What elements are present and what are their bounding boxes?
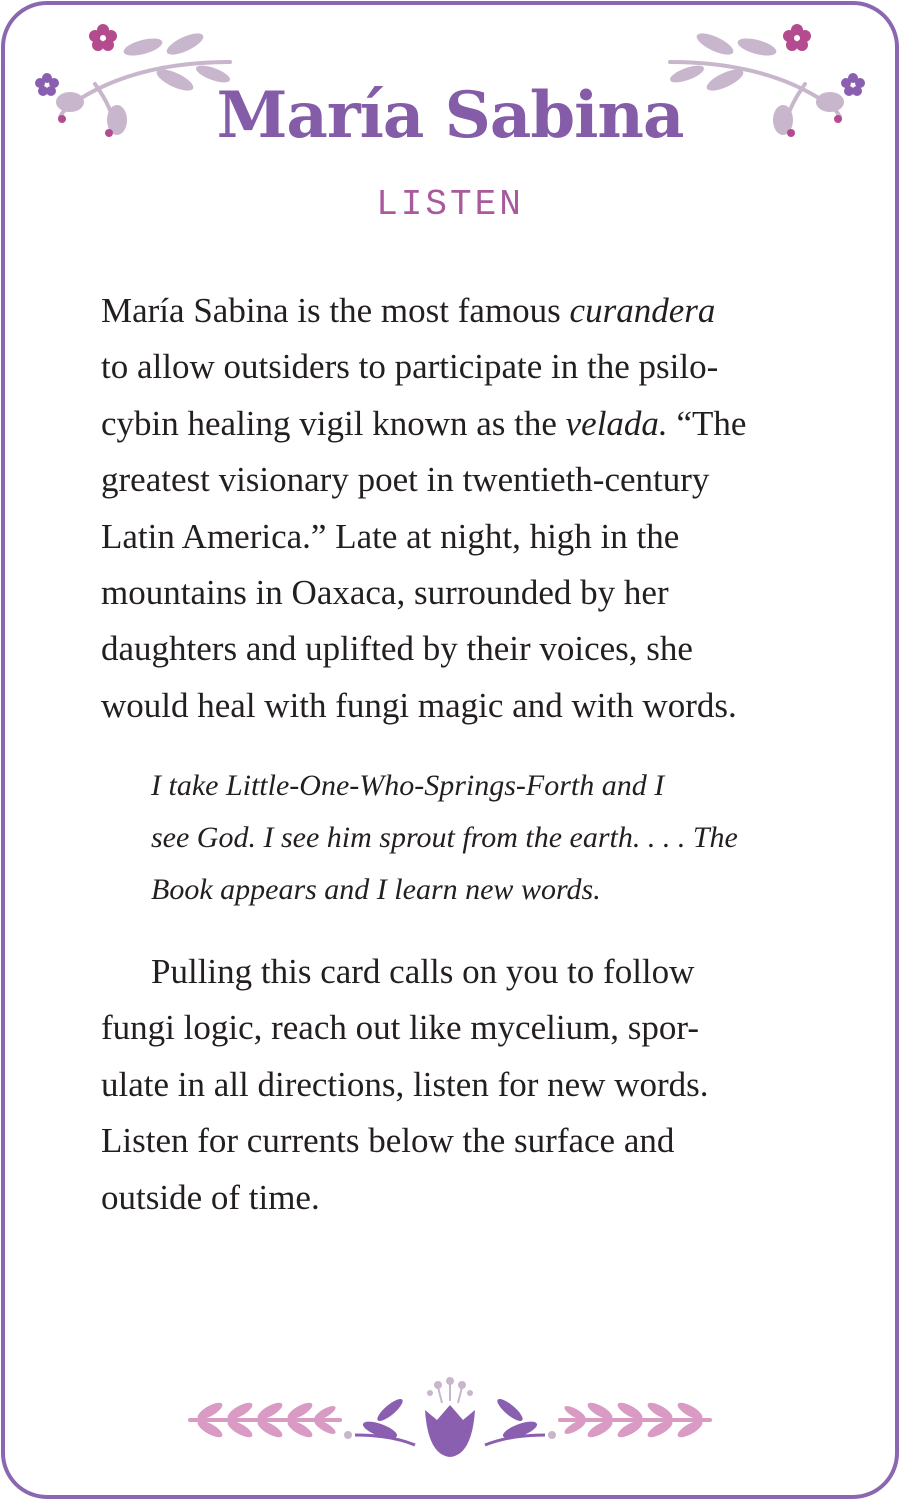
card-subtitle: LISTEN [376,184,524,225]
intro-line-7: daughters and uplifted by their voices, she [101,629,693,669]
floral-ornament-bottom-icon [180,1375,720,1465]
guidance-line: fungi logic, reach out like mycelium, spor- [101,1008,700,1048]
quote-line: I take Little-One-Who-Springs-Forth and I [151,769,665,802]
guidance-line: Listen for currents below the surface and [101,1121,675,1161]
intro-line-4: greatest visionary poet in twentieth-century [101,460,710,500]
intro-line-5: Latin America.” Late at night, high in the [101,516,680,556]
guidance-line: ulate in all directions, listen for new words. [101,1064,709,1104]
guidance-line: outside of time. [101,1177,320,1217]
quote-line: Book appears and I learn new words. [151,873,601,906]
intro-line-3: cybin healing vigil known as the velada. “The [101,403,747,443]
guidance-paragraph [101,944,821,1226]
guidance-line: Pulling this card calls on you to follow [151,952,695,991]
intro-paragraph [101,283,821,734]
intro-line-8: would heal with fungi magic and with words. [101,685,737,725]
intro-line-1: María Sabina is the most famous curandera [101,291,716,330]
sabina-quote [151,760,791,916]
intro-line-2: to allow outsiders to participate in the psilo- [101,347,719,387]
card-title: María Sabina [216,78,684,153]
intro-line-6: mountains in Oaxaca, surrounded by her [101,573,669,613]
quote-line: see God. I see him sprout from the earth. . . . The [151,821,738,854]
